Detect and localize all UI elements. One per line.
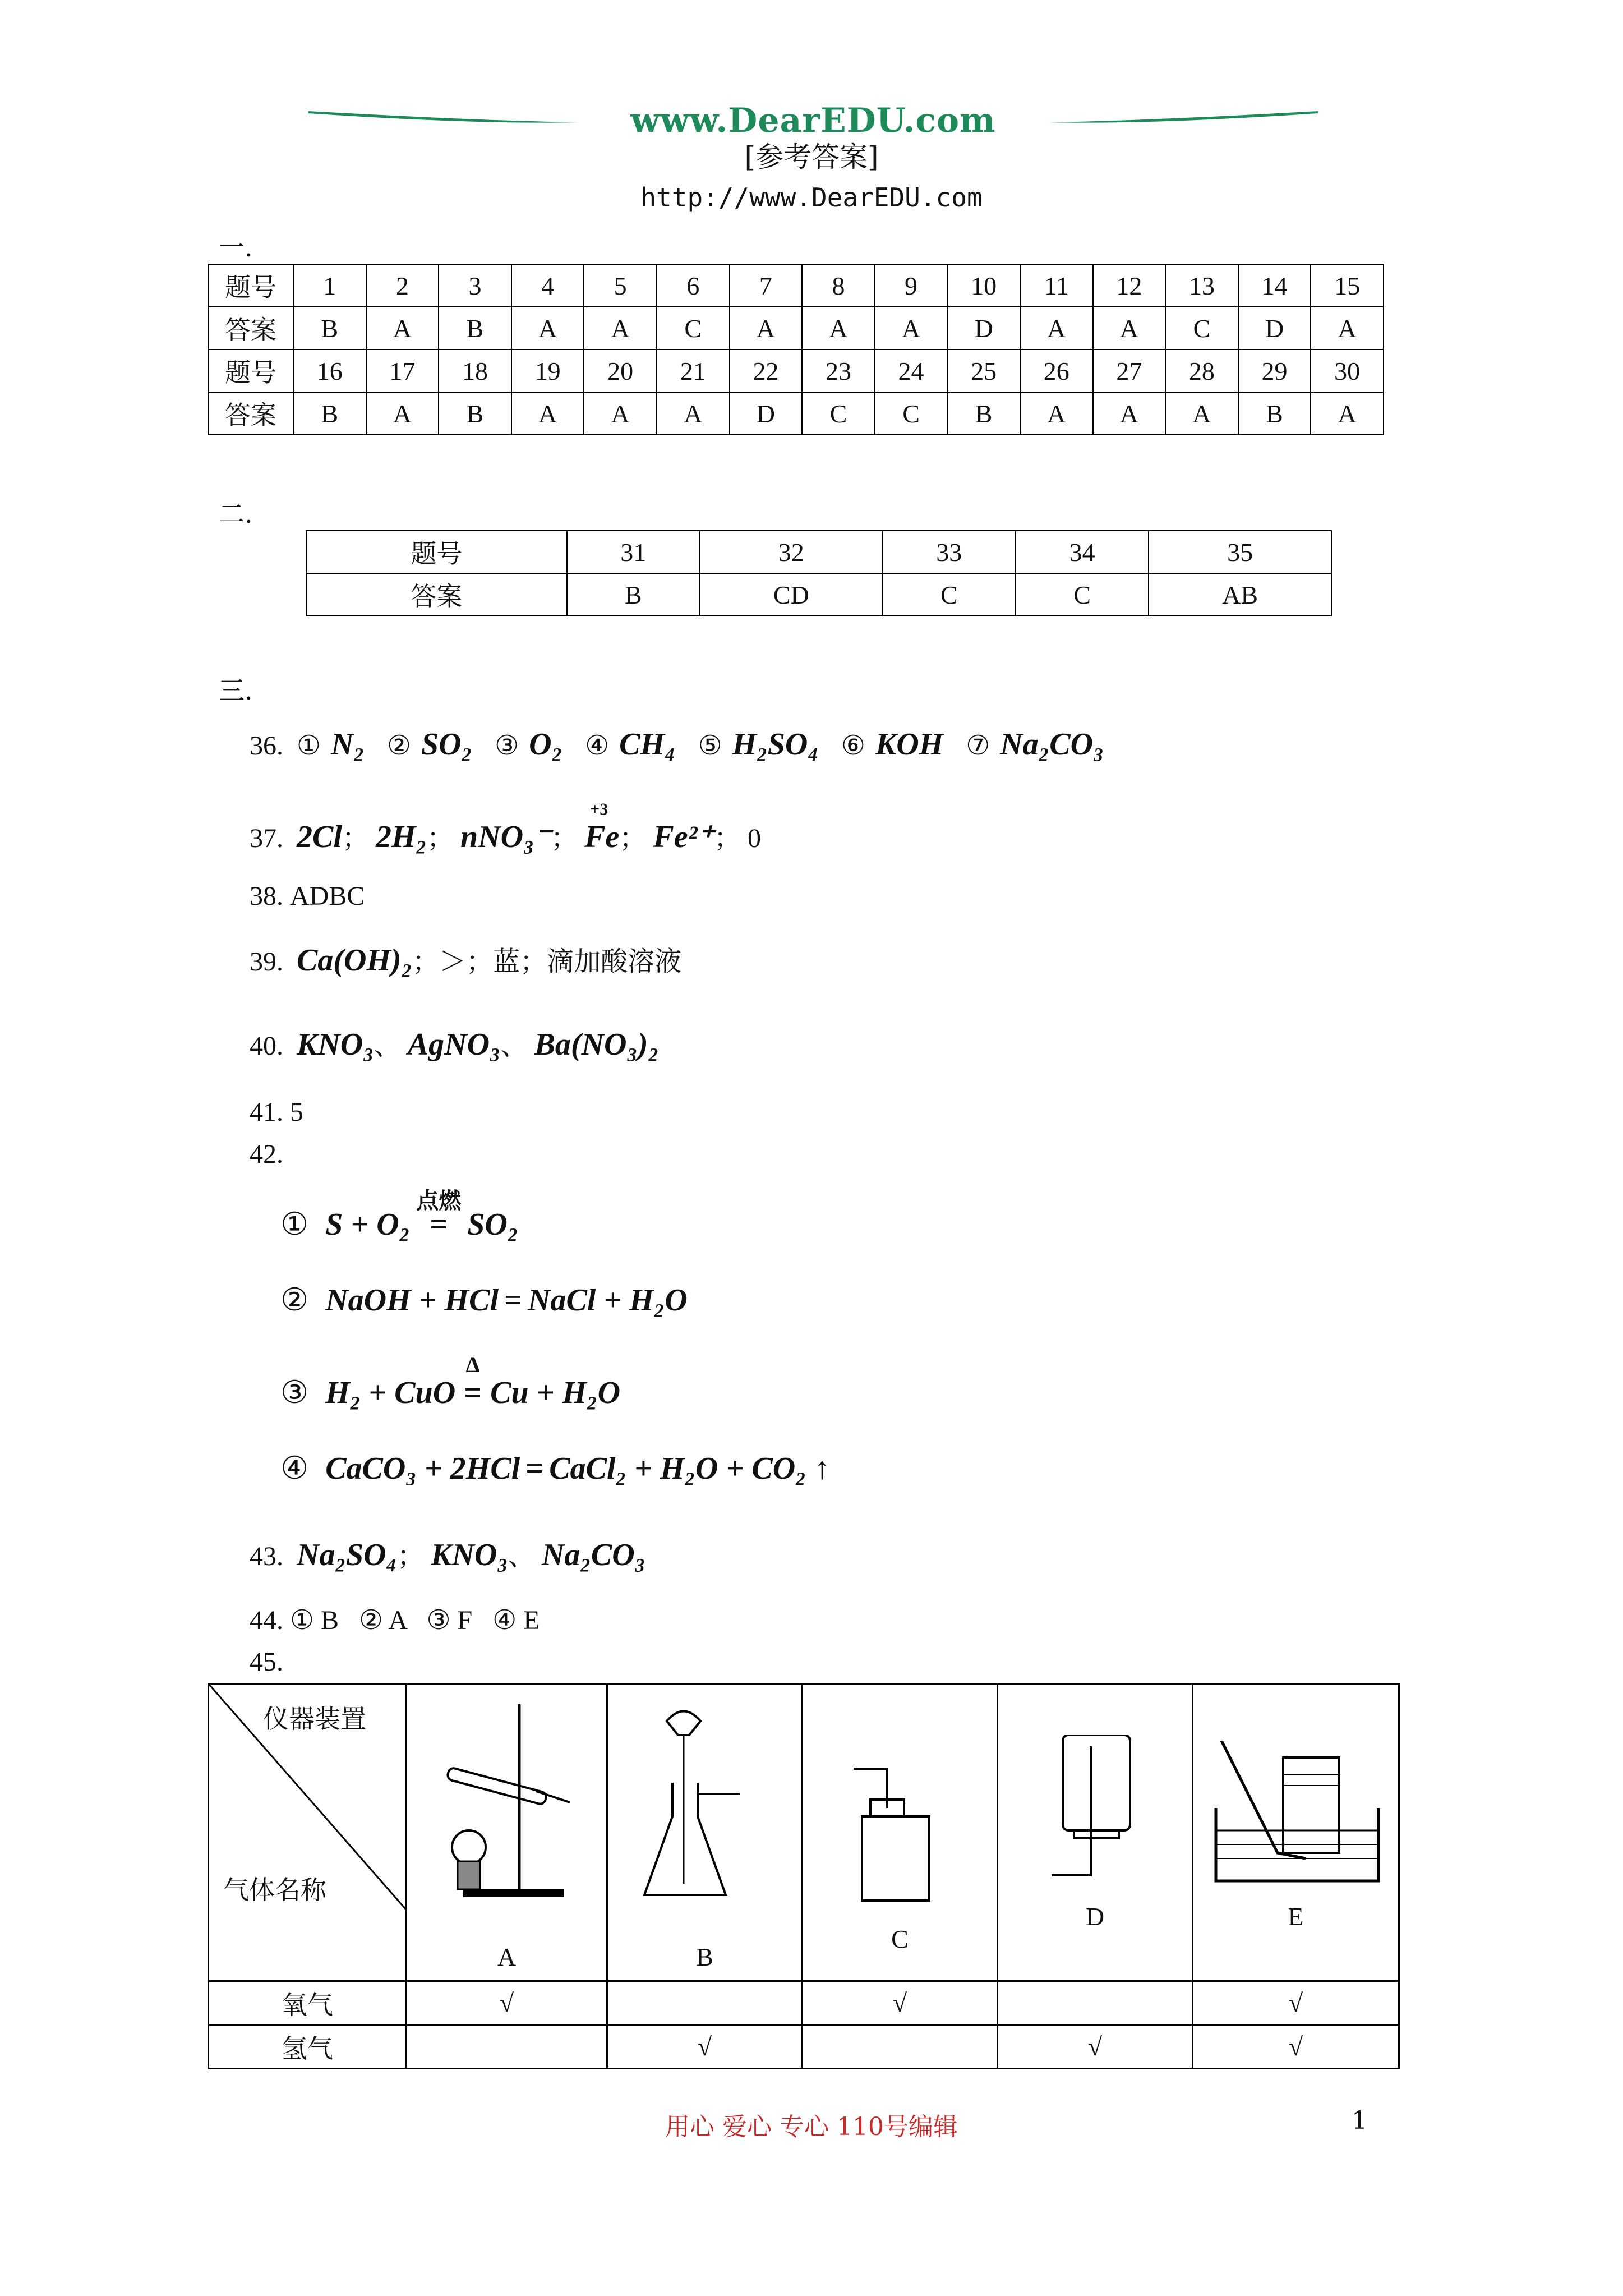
check-cell: √ xyxy=(407,1981,607,2025)
question-42: 42. xyxy=(250,1139,283,1169)
table-cell: 22 xyxy=(730,349,803,392)
page-title: [参考答案] xyxy=(744,141,879,173)
water-trough-icon xyxy=(1210,1741,1390,1887)
equation-row xyxy=(280,1188,519,1243)
table-cell: B xyxy=(293,307,366,349)
question-43: 43. Na₂SO₄； KNO₃、 Na₂CO₃ xyxy=(250,1538,646,1572)
corner-top-label: 仪器装置 xyxy=(263,1705,366,1733)
apparatus-a xyxy=(407,1684,607,1981)
table-cell: 5 xyxy=(584,264,657,307)
check-cell xyxy=(407,2025,607,2069)
conical-flask-icon xyxy=(642,1699,765,1923)
question-36: 36. ① N₂ ② SO₂ ③ O₂ ④ CH₄ ⑤ H₂SO₄ ⑥ KOH ⑦ Na₂CO₃ xyxy=(250,727,1104,762)
table-cell: B xyxy=(293,392,366,435)
table-cell: 15 xyxy=(1311,264,1384,307)
table-cell: A xyxy=(511,307,584,349)
table-cell: D xyxy=(1238,307,1311,349)
table-cell: 20 xyxy=(584,349,657,392)
check-cell: √ xyxy=(1193,2025,1399,2069)
equation-row xyxy=(280,1282,688,1318)
formula: KOH xyxy=(875,727,944,762)
section-three-label: 三. xyxy=(219,675,253,706)
table-row xyxy=(209,2025,1399,2069)
table-cell: C xyxy=(657,307,730,349)
table-cell: 19 xyxy=(511,349,584,392)
footer-text: 用心 爱心 专心 110号编辑 xyxy=(665,2113,958,2141)
table-cell: D xyxy=(947,307,1020,349)
table-cell: 34 xyxy=(1016,531,1149,573)
apparatus-label-a: A xyxy=(497,1943,517,1971)
table-cell: 1 xyxy=(293,264,366,307)
table-cell: 2 xyxy=(366,264,439,307)
equals-sign: 点燃 = xyxy=(413,1207,464,1243)
table-cell: 4 xyxy=(511,264,584,307)
table-cell: C xyxy=(1165,307,1238,349)
row-header: 答案 xyxy=(208,307,293,349)
equals-sign: = xyxy=(525,1451,544,1486)
table-cell: A xyxy=(1165,392,1238,435)
table-cell: A xyxy=(730,307,803,349)
table-cell: 33 xyxy=(883,531,1016,573)
reaction-condition: 点燃 xyxy=(416,1188,462,1213)
table-cell: 26 xyxy=(1020,349,1093,392)
table-cell: B xyxy=(1238,392,1311,435)
table-cell: 16 xyxy=(293,349,366,392)
reaction-condition: Δ xyxy=(465,1352,480,1377)
question-39: 39. Ca(OH)₂；＞；蓝；滴加酸溶液 xyxy=(250,943,682,978)
row-header: 题号 xyxy=(208,349,293,392)
site-url: http://www.DearEDU.com xyxy=(640,182,983,213)
equation-lhs: NaOH + HCl xyxy=(325,1283,499,1318)
item-mark: ⑦ xyxy=(966,731,990,761)
apparatus-table xyxy=(208,1683,1400,2069)
table-cell: 29 xyxy=(1238,349,1311,392)
table-cell: B xyxy=(439,307,511,349)
table-cell: A xyxy=(802,307,875,349)
table-cell: A xyxy=(366,307,439,349)
row-header: 答案 xyxy=(306,573,567,616)
table-cell: A xyxy=(584,307,657,349)
gas-name: 氧气 xyxy=(209,1981,407,2025)
apparatus-label-b: B xyxy=(696,1943,713,1971)
corner-header xyxy=(209,1684,407,1981)
table-cell: 25 xyxy=(947,349,1020,392)
section-two-label: 二. xyxy=(219,499,253,529)
check-cell: √ xyxy=(998,2025,1193,2069)
site-logo: www.DearEDU.com xyxy=(630,101,996,140)
item-mark: ④ xyxy=(585,731,610,761)
table-cell: A xyxy=(1311,392,1384,435)
table-cell: 3 xyxy=(439,264,511,307)
table-cell: C xyxy=(875,392,948,435)
question-44: 44. ① B ② A ③ F ④ E xyxy=(250,1605,540,1635)
table-row xyxy=(209,1981,1399,2025)
table-cell: 27 xyxy=(1093,349,1166,392)
table-cell: C xyxy=(1016,573,1149,616)
table-cell: 18 xyxy=(439,349,511,392)
question-40: 40. KNO₃、 AgNO₃、 Ba(NO₃)₂ xyxy=(250,1027,660,1062)
table-row xyxy=(306,531,1331,573)
table-cell: 6 xyxy=(657,264,730,307)
item-mark: ⑥ xyxy=(841,731,865,761)
row-header: 题号 xyxy=(306,531,567,573)
table-cell: D xyxy=(730,392,803,435)
item-mark: ③ xyxy=(495,731,519,761)
apparatus-label-e: E xyxy=(1288,1902,1304,1931)
table-cell: CD xyxy=(700,573,883,616)
formula: SO₂ xyxy=(421,727,473,762)
apparatus-c xyxy=(803,1684,998,1981)
table-row xyxy=(208,392,1384,435)
table-cell: 9 xyxy=(875,264,948,307)
table-row xyxy=(208,307,1384,349)
table-cell: 10 xyxy=(947,264,1020,307)
table-cell: C xyxy=(883,573,1016,616)
apparatus-label-c: C xyxy=(891,1925,909,1953)
equation-lhs: H₂ + CuO xyxy=(325,1375,456,1410)
answer-table-2 xyxy=(306,530,1332,616)
table-cell: A xyxy=(366,392,439,435)
table-cell: 8 xyxy=(802,264,875,307)
apparatus-b xyxy=(607,1684,803,1981)
table-row xyxy=(306,573,1331,616)
equation-rhs: NaCl + H₂O xyxy=(528,1283,688,1318)
question-37: 37. 2Cl； 2H₂； nNO₃⁻； +3 Fe； Fe²⁺； 0 xyxy=(250,800,761,854)
equation-rhs: CaCl₂ + H₂O + CO₂ ↑ xyxy=(549,1451,830,1486)
equation-mark: ④ xyxy=(280,1451,309,1486)
table-cell: A xyxy=(657,392,730,435)
table-cell: A xyxy=(1093,307,1166,349)
equation-rhs: Cu + H₂O xyxy=(490,1375,621,1410)
check-cell xyxy=(607,1981,803,2025)
page-number: 1 xyxy=(1352,2106,1367,2135)
gas-bottle-icon xyxy=(848,1757,949,1903)
table-cell: 14 xyxy=(1238,264,1311,307)
equation-row xyxy=(280,1450,830,1487)
equation-mark: ③ xyxy=(280,1375,309,1410)
equation-row xyxy=(280,1352,621,1411)
table-cell: 30 xyxy=(1311,349,1384,392)
table-cell: 28 xyxy=(1165,349,1238,392)
formula: H₂SO₄ xyxy=(732,727,819,762)
table-cell: A xyxy=(1020,392,1093,435)
table-cell: 35 xyxy=(1149,531,1331,573)
table-row xyxy=(208,264,1384,307)
item-mark: ① xyxy=(297,731,321,761)
formula: Na₂CO₃ xyxy=(1000,727,1104,762)
table-cell: B xyxy=(947,392,1020,435)
table-cell: B xyxy=(439,392,511,435)
item-mark: ② xyxy=(387,731,412,761)
equals-sign: Δ = xyxy=(459,1375,487,1411)
table-cell: 17 xyxy=(366,349,439,392)
question-41: 41. 5 xyxy=(250,1097,303,1127)
table-cell: 24 xyxy=(875,349,948,392)
table-cell: 13 xyxy=(1165,264,1238,307)
question-38: 38. ADBC xyxy=(250,881,365,911)
check-cell xyxy=(803,2025,998,2069)
table-cell: A xyxy=(1093,392,1166,435)
apparatus-label-d: D xyxy=(1085,1902,1105,1931)
check-cell xyxy=(998,1981,1193,2025)
question-45: 45. xyxy=(250,1647,283,1677)
section-one-label: 一. xyxy=(219,232,253,263)
table-cell: A xyxy=(584,392,657,435)
equation-rhs: SO₂ xyxy=(467,1207,519,1242)
item-mark: ⑤ xyxy=(698,731,722,761)
heating-apparatus-icon xyxy=(435,1704,570,1917)
table-cell: 7 xyxy=(730,264,803,307)
formula: O₂ xyxy=(529,727,563,762)
equation-mark: ① xyxy=(280,1207,309,1242)
table-cell: A xyxy=(511,392,584,435)
table-cell: 32 xyxy=(700,531,883,573)
check-cell: √ xyxy=(607,2025,803,2069)
table-cell: 21 xyxy=(657,349,730,392)
check-cell: √ xyxy=(803,1981,998,2025)
table-cell: AB xyxy=(1149,573,1331,616)
table-cell: A xyxy=(1020,307,1093,349)
table-cell: A xyxy=(1311,307,1384,349)
equation-mark: ② xyxy=(280,1283,309,1318)
table-row xyxy=(208,349,1384,392)
table-cell: B xyxy=(567,573,700,616)
equation-lhs: CaCO₃ + 2HCl xyxy=(325,1451,520,1486)
table-cell: 12 xyxy=(1093,264,1166,307)
table-cell: 11 xyxy=(1020,264,1093,307)
table-cell: C xyxy=(802,392,875,435)
answer-table-1 xyxy=(208,264,1384,435)
gas-name: 氢气 xyxy=(209,2025,407,2069)
inverted-bottle-icon xyxy=(1052,1735,1152,1903)
apparatus-e xyxy=(1193,1684,1399,1981)
table-cell: 31 xyxy=(567,531,700,573)
table-cell: A xyxy=(875,307,948,349)
equals-sign: = xyxy=(504,1283,522,1318)
row-header: 答案 xyxy=(208,392,293,435)
row-header: 题号 xyxy=(208,264,293,307)
apparatus-d xyxy=(998,1684,1193,1981)
table-cell: 23 xyxy=(802,349,875,392)
formula: CH₄ xyxy=(619,727,676,762)
formula: N₂ xyxy=(331,727,365,762)
check-cell: √ xyxy=(1193,1981,1399,2025)
corner-bottom-label: 气体名称 xyxy=(223,1876,326,1904)
equation-lhs: S + O₂ xyxy=(325,1207,411,1242)
